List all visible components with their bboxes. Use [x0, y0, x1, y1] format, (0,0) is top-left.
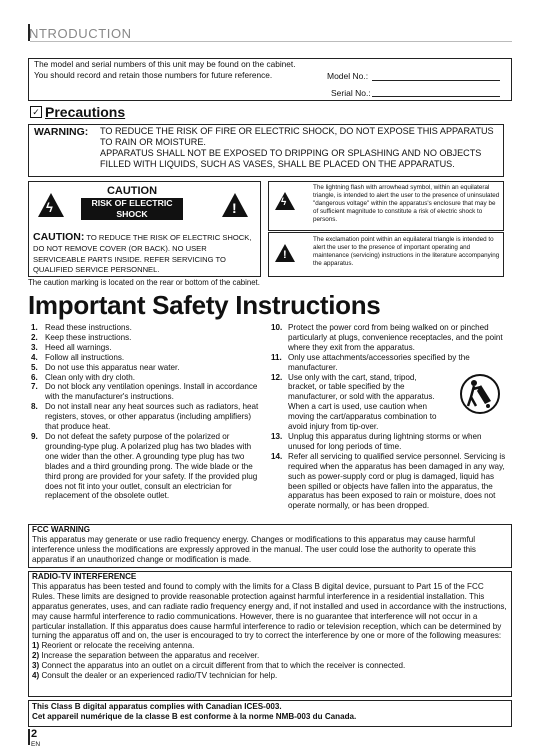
exclamation-symbol-text: The exclamation point within an equilateral triangle is intended to alert the user to the presence of important operating and maintenance (servicing) instructions in the literature accompanying the apparatus. — [313, 236, 500, 267]
caution-marking-note: The caution marking is located on the rear or bottom of the cabinet. — [28, 278, 260, 287]
canada-line-fr: Cet appareil numérique de la classe B est conforme à la norme NMB-003 du Canada. — [32, 712, 357, 721]
list-item: 2) Increase the separation between the apparatus and receiver. — [32, 651, 260, 661]
list-item: 11. Only use attachments/accessories specified by the manufacturer. — [271, 352, 470, 372]
warning-line-1: TO REDUCE THE RISK OF FIRE OR ELECTRIC SHOCK, DO NOT EXPOSE THIS APPARATUS TO RAIN OR MOISTURE. — [100, 126, 494, 147]
warning-line-2: APPARATUS SHALL NOT BE EXPOSED TO DRIPPING OR SPLASHING AND NO OBJECTS FILLED WITH LIQUIDS, SUCH AS VASES, SHALL BE PLACED ON THE APPARATUS. — [100, 147, 482, 169]
radio-tv-title: RADIO-TV INTERFERENCE — [32, 572, 137, 581]
list-item: 9. Do not defeat the safety purpose of the polarized or grounding-type plug. A polarized plug has two blades with one wider than the other. A grounding type plug has two blades and a third grounding prong. The wide blade or the third prong are provided for your safety. If the provided plug does not fit into your outlet, consult an electrician for replacement of the obsolete outlet. — [31, 431, 258, 501]
model-serial-note: The model and serial numbers of this unit may be found on the cabinet. You should record and retain those numbers for future reference. — [34, 59, 296, 80]
lightning-symbol-text: The lightning flash with arrowhead symbol, within an equilateral triangle, is intended to alert the user to the presence of uninsulated "dangerous voltage" within the apparatus's enclosure that may be of sufficient magnitude to constitute a risk of electric shock to persons. — [313, 184, 500, 223]
list-item: 10. Protect the power cord from being walked on or pinched particularly at plugs, convenience receptacles, and the point where they exit from the apparatus. — [271, 323, 503, 352]
caution-label: CAUTION: — [33, 231, 85, 243]
model-no-label: Model No.: — [327, 71, 369, 81]
caution-risk-line: RISK OF ELECTRIC SHOCK — [91, 198, 173, 219]
header-divider — [30, 41, 512, 42]
section-title: NTRODUCTION — [29, 26, 132, 41]
canada-block — [32, 702, 508, 722]
list-item: 4. Follow all instructions. — [31, 352, 125, 362]
list-item: 5. Do not use this apparatus near water. — [31, 362, 180, 372]
caution-title: CAUTION — [106, 185, 158, 197]
model-no-line — [372, 80, 500, 81]
checkbox-icon: ✓ — [30, 106, 42, 118]
language-code: EN — [31, 741, 41, 748]
fcc-warning-text: This apparatus may generate or use radio frequency energy. Changes or modifications to this apparatus may cause harmful interference unless the modifications are expressly approved in the manual. The user could lose the authority to operate this apparatus if an unauthorized change or modification is made. — [32, 534, 476, 564]
list-item: 2. Keep these instructions. — [31, 332, 132, 342]
page-number: 2 — [31, 728, 38, 740]
precautions-title: Precautions — [45, 104, 126, 120]
fcc-warning-block — [32, 525, 508, 565]
caution-text: TO REDUCE THE RISK OF ELECTRIC SHOCK, DO NOT REMOVE COVER (OR BACK). NO USER SERVICEABLE PARTS INSIDE. REFER SERVICING TO QUALIFIED SERVICE PERSONNEL. — [33, 233, 252, 275]
caution-risk-bar — [81, 198, 183, 230]
warning-text — [100, 126, 500, 170]
list-item: 1) Reorient or relocate the receiving antenna. — [32, 641, 195, 651]
cart-tip-over-icon — [455, 373, 505, 415]
footer-bar — [28, 729, 30, 745]
lightning-triangle-icon: ϟ — [38, 193, 64, 217]
exclamation-symbol-icon: ! — [275, 244, 295, 262]
isi-right-list — [271, 323, 507, 511]
list-item: 13. Unplug this apparatus during lightning storms or when unused for long periods of time. — [271, 431, 482, 451]
warning-label: WARNING: — [34, 126, 89, 138]
fcc-warning-title: FCC WARNING — [32, 525, 90, 534]
list-item: 4) Consult the dealer or an experienced radio/TV technician for help. — [32, 671, 278, 681]
list-item: 12. Use only with the cart, stand, tripod, bracket, or table specified by the manufacturer, or sold with the apparatus. When a cart is used, use caution when moving the cart/apparatus combination to avoid injury from tip-over. — [271, 372, 437, 432]
list-item: 3) Connect the apparatus into an outlet on a circuit different from that to which the receiver is connected. — [32, 661, 406, 671]
list-item: 6. Clean only with dry cloth. — [31, 372, 135, 382]
isi-left-list — [31, 323, 261, 501]
serial-no-label: Serial No.: — [331, 88, 371, 98]
caution-do-not-open: DO NOT OPEN — [101, 220, 163, 230]
list-item: 3. Heed all warnings. — [31, 342, 112, 352]
isi-title: Important Safety Instructions — [28, 290, 381, 320]
caution-text-block — [33, 232, 257, 276]
exclamation-triangle-icon: ! — [222, 193, 248, 217]
list-item: 1. Read these instructions. — [31, 323, 132, 332]
canada-line-en: This Class B digital apparatus complies with Canadian ICES-003. — [32, 702, 282, 711]
serial-no-line — [372, 96, 500, 97]
list-item: 14. Refer all servicing to qualified service personnel. Servicing is required when the apparatus has been damaged in any way, such as power-supply cord or plug is damaged, liquid has been spilled or objects have fallen into the apparatus, the apparatus has been exposed to rain or moisture, does not operate normally, or has been dropped. — [271, 451, 506, 511]
radio-tv-block — [32, 572, 508, 681]
list-item: 7. Do not block any ventilation openings. Install in accordance with the manufacturer's instructions. — [31, 382, 258, 402]
radio-tv-text: This apparatus has been tested and found to comply with the limits for a Class B digital device, pursuant to Part 15 of the FCC Rules. These limits are designed to provide reasonable protection against harmful interference in a residential installation. This apparatus generates, uses, and can radiate radio frequency energy and, if not installed and used in accordance with the instructions, may cause harmful interference to radio communications. However, there is no guarantee that interference will not occur in a particular installation. If this apparatus does cause harmful interference to radio or television reception, which can be determined by turning the apparatus off and on, the user is encouraged to try to correct the interference by one or more of the following measures: — [32, 581, 507, 641]
lightning-symbol-icon: ϟ — [275, 192, 295, 210]
list-item: 8. Do not install near any heat sources such as radiators, heat registers, stoves, or other apparatus (including amplifiers) that produce heat. — [31, 402, 259, 432]
